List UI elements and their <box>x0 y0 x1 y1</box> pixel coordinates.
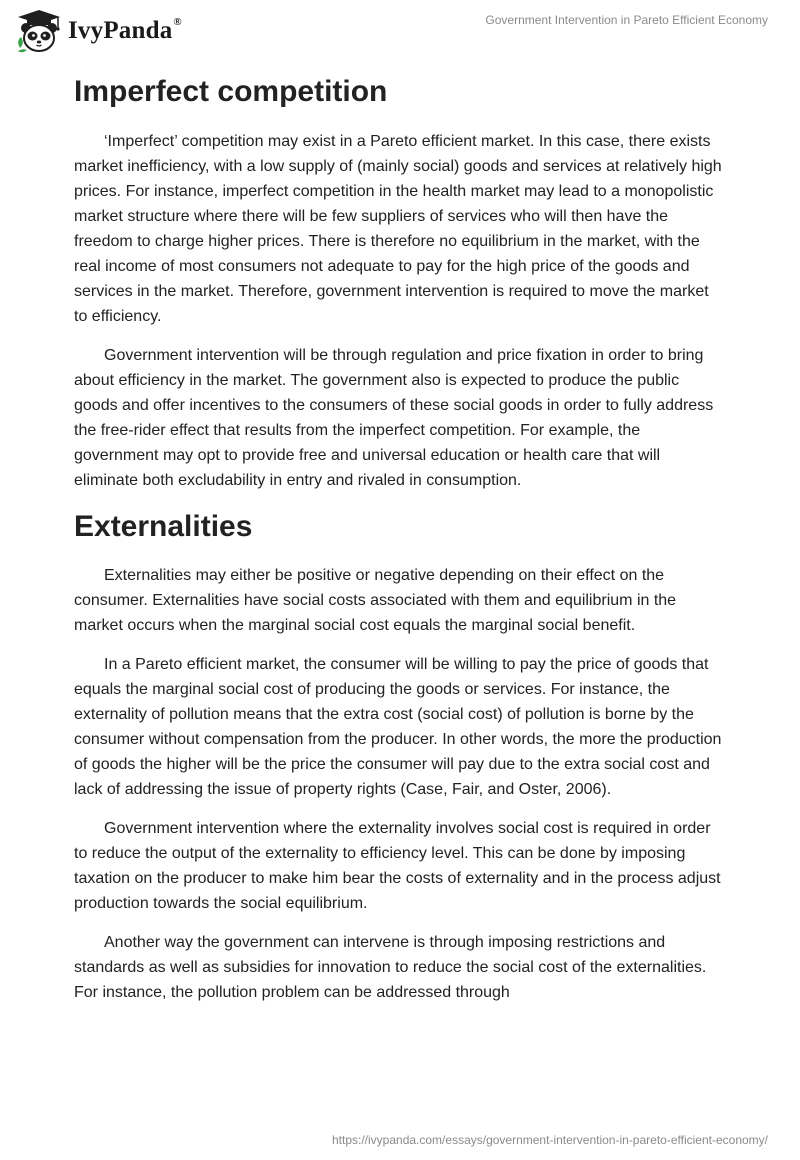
paragraph: Government intervention where the externality involves social cost is required in order to reduce the output of the externality to efficiency level. This can be done by imposing taxation on the producer to make him bear the costs of externality and in the process adjust production towards the social equilibrium. <box>74 820 721 912</box>
paragraph: Externalities may either be positive or negative depending on their effect on the consumer. Externalities have social costs associated with them and equilibrium in the market occurs when the marginal social cost equals the marginal social benefit. <box>74 567 677 634</box>
page-header <box>0 0 800 70</box>
section-heading-externalities: Externalities <box>74 510 253 543</box>
paragraph: Government intervention will be through regulation and price fixation in order to bring about efficiency in the market. The government also is expected to produce the public goods and offer incentives to the consumers of these social goods in order to fully address the free-rider effect that results from the imperfect competition. For example, the government may opt to provide free and universal education or health care that will eliminate both excludability in entry and rivaled in consumption. <box>74 347 714 489</box>
ivypanda-logo[interactable] <box>14 8 182 54</box>
paragraph: Another way the government can intervene is through imposing restrictions and standards as well as subsidies for innovation to reduce the social cost of the externalities. For instance, the pollution problem can be addressed through <box>74 934 707 1001</box>
panda-logo-icon <box>14 8 64 54</box>
paragraph: ‘Imperfect’ competition may exist in a Pareto efficient market. In this case, there exists market inefficiency, with a low supply of (mainly social) goods and services at relatively high prices. For instance, imperfect competition in the health market may lead to a monopolistic market structure where there will be few suppliers of services who will then have the freedom to charge higher prices. There is therefore no equilibrium in the market, with the real income of most consumers not adequate to pay for the high price of the goods and services in the market. Therefore, government intervention is required to move the market to efficiency. <box>74 133 722 325</box>
section-heading-imperfect-competition: Imperfect competition <box>74 75 388 108</box>
essay-body <box>74 70 724 1019</box>
source-url-link[interactable]: https://ivypanda.com/essays/government-intervention-in-pareto-efficient-economy/ <box>332 1133 768 1147</box>
brand-name: IvyPanda® <box>68 15 182 44</box>
document-title: Government Intervention in Pareto Efficient Economy <box>485 13 768 27</box>
registered-mark: ® <box>173 15 182 28</box>
paragraph: In a Pareto efficient market, the consumer will be willing to pay the price of goods that equals the marginal social cost of producing the goods or services. For instance, the externality of pollution means that the extra cost (social cost) of pollution is borne by the consumer without compensation from the producer. In other words, the more the production of goods the higher will be the price the consumer will pay due to the extra social cost and lack of addressing the issue of property rights (Case, Fair, and Oster, 2006). <box>74 656 722 798</box>
